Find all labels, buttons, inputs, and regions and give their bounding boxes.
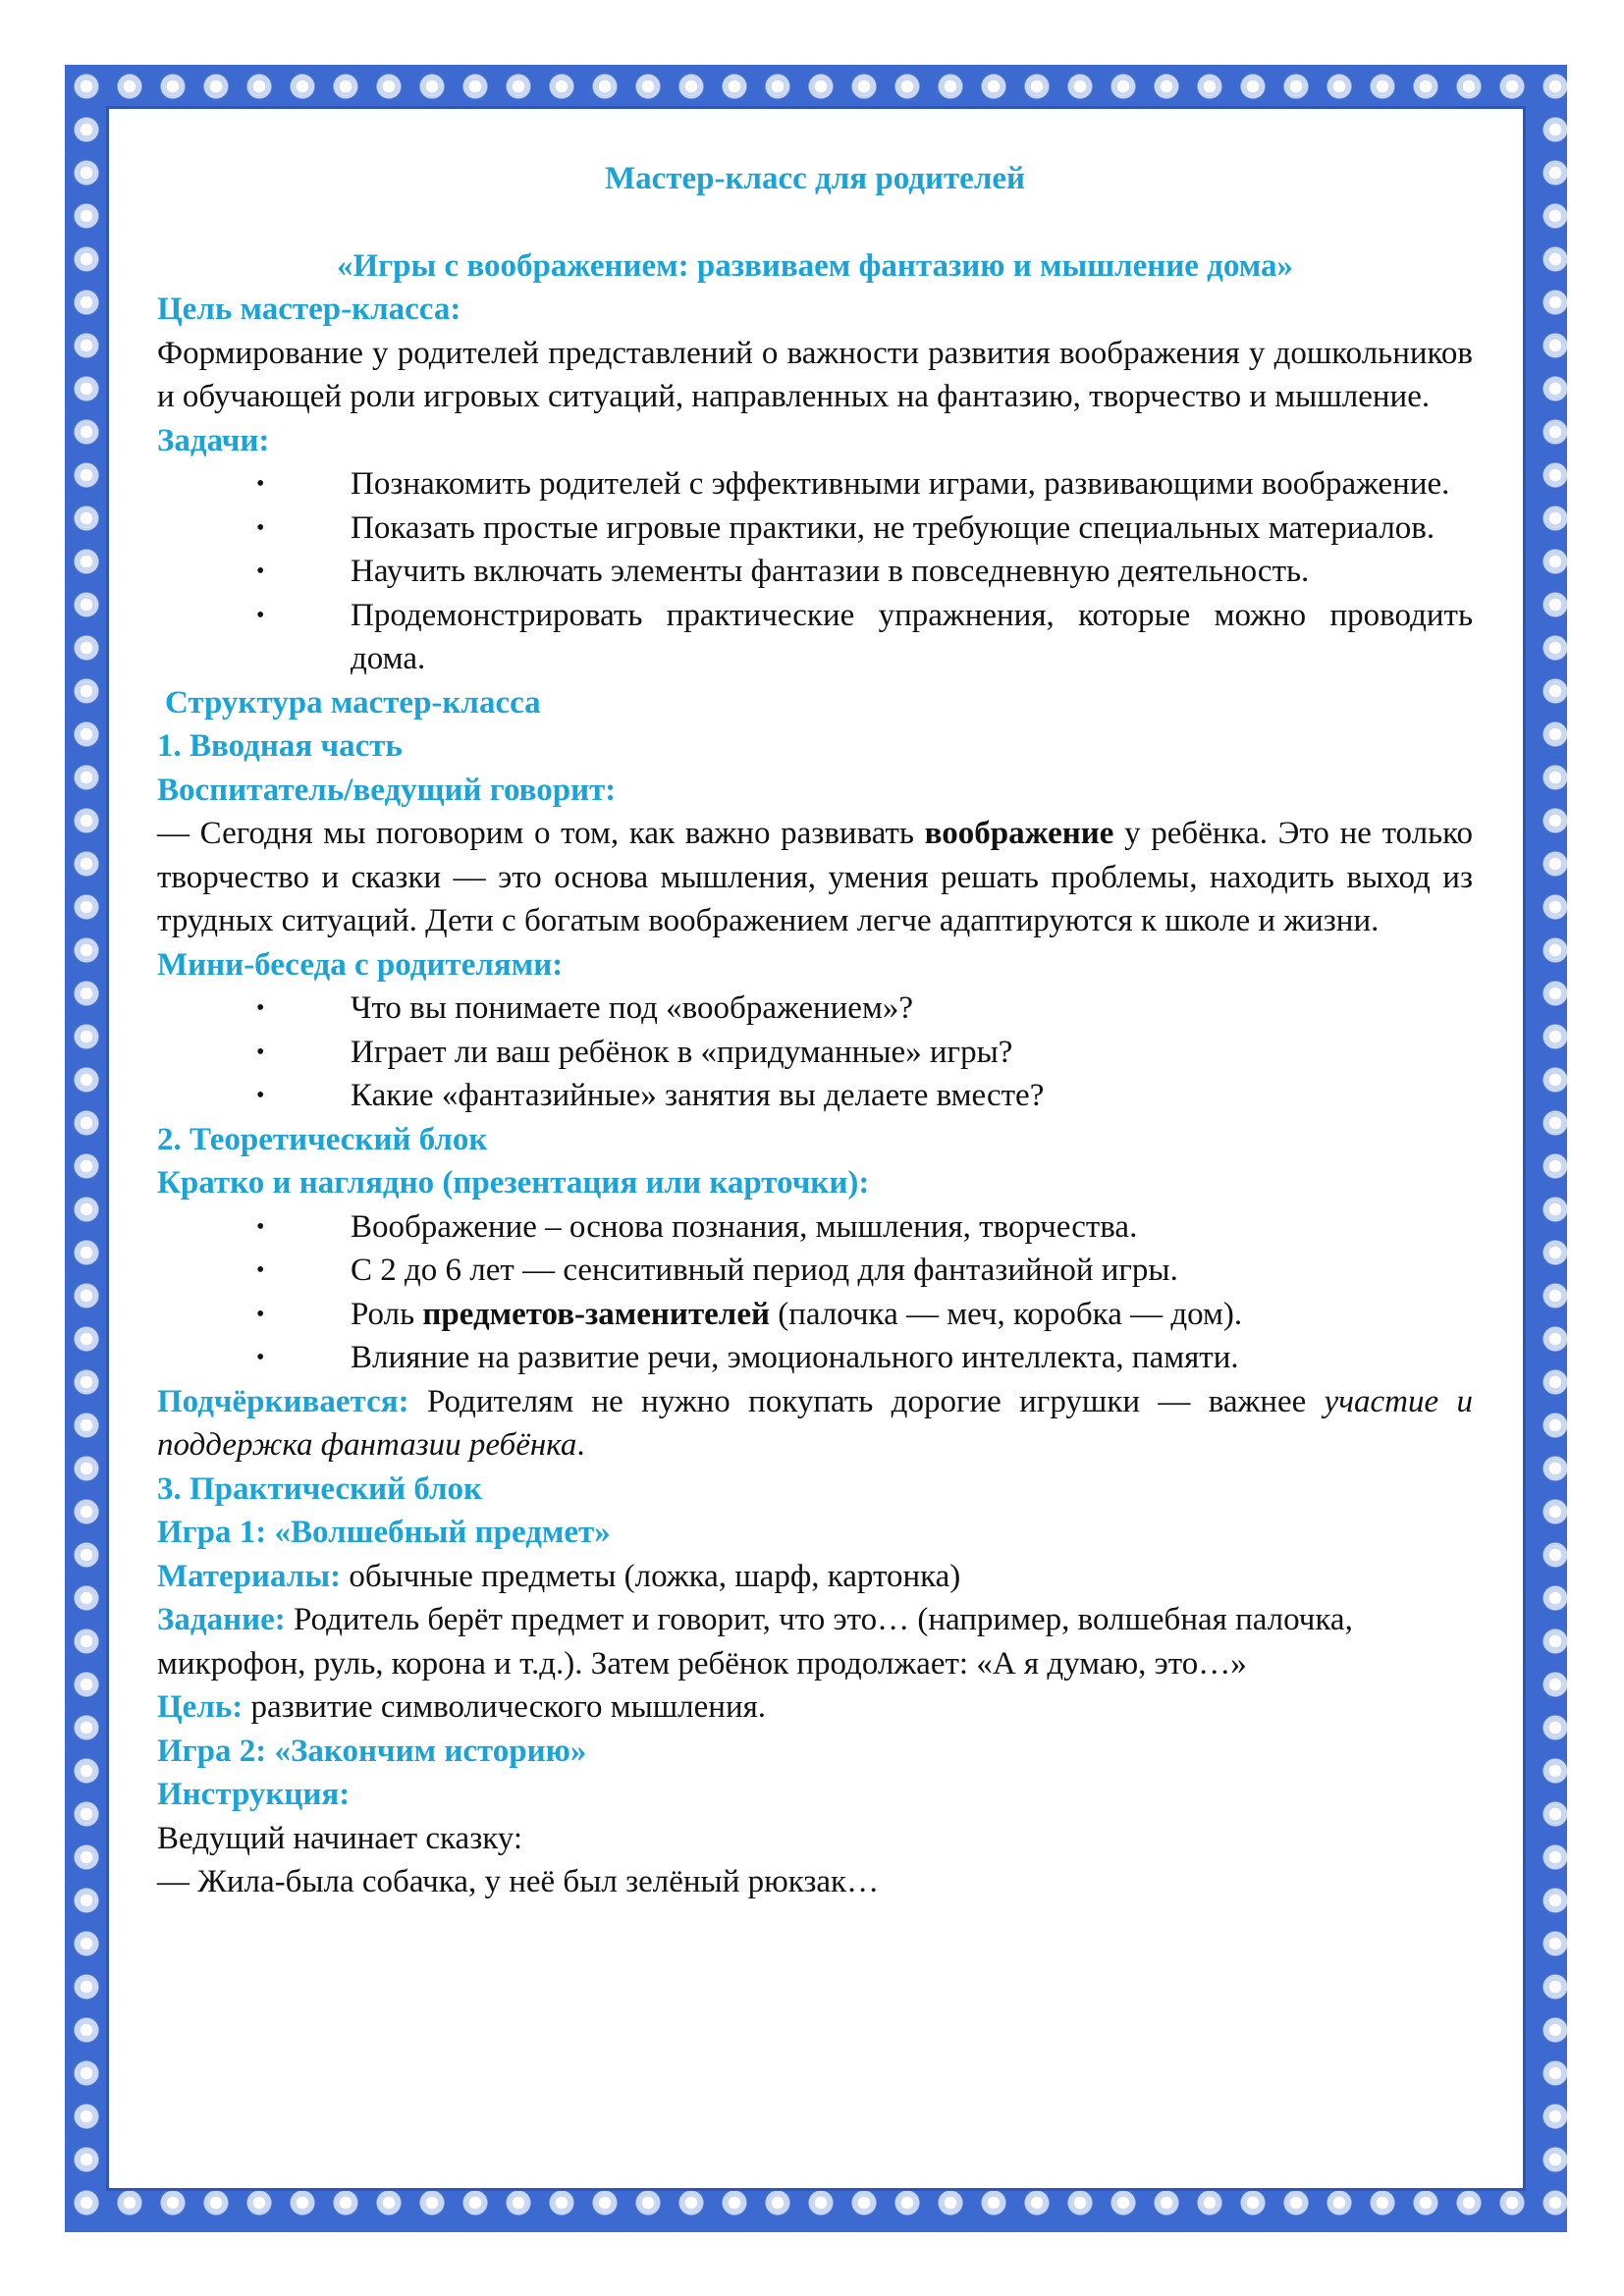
list-item: • Показать простые игровые практики, не требующие специальных материалов. [157,507,1473,551]
list-item: • Играет ли ваш ребёнок в «придуманные» игры? [157,1031,1473,1075]
list-item: • Воображение – основа познания, мышления, творчества. [157,1205,1473,1250]
page-title: Мастер-класс для родителей [604,161,1026,196]
speech-bold: воображение [924,816,1114,851]
game2-line2: — Жила-была собачка, у неё был зелёный рюкзак… [157,1864,880,1899]
speaker-heading: Воспитатель/ведущий говорит: [157,772,617,808]
list-item: • С 2 до 6 лет — сенситивный период для фантазийной игры. [157,1249,1473,1293]
list-item: • Что вы понимаете под «воображением»? [157,987,1473,1031]
game1-title: Игра 1: «Волшебный предмет» [157,1515,611,1550]
structure-heading: Структура мастер-класса [165,684,541,721]
game2-title: Игра 2: «Закончим историю» [157,1733,587,1769]
mini-heading: Мини-беседа с родителями: [157,946,564,983]
part2-heading: 2. Теоретический блок [157,1121,488,1157]
part3-heading: 3. Практический блок [157,1470,483,1507]
list-item: • Познакомить родителей с эффективными играми, развивающими воображение. [157,462,1473,507]
list-item: • Влияние на развитие речи, эмоционального интеллекта, памяти. [157,1336,1473,1380]
game1-goal: Цель: развитие символического мышления. [157,1689,767,1725]
game1-materials: Материалы: обычные предметы (ложка, шарф, картонка) [157,1558,961,1594]
tasks-heading: Задачи: [157,422,270,458]
goal-text: Формирование у родителей представлений о важности развития воображения у дошкольников и обучающей роли игровых ситуаций, направленных на фантазию, творчество и мышление. [157,335,1473,414]
game2-line1: Ведущий начинает сказку: [157,1820,523,1856]
emphasis-text: Подчёркивается: Родителям не нужно покупать дорогие игрушки — важнее участие и поддержка фантазии ребёнка. [157,1383,1473,1463]
game2-instr-heading: Инструкция: [157,1777,351,1812]
part2-sub: Кратко и наглядно (презентация или карточки): [157,1165,870,1201]
list-item: • Роль предметов-заменителей (палочка — меч, коробка — дом). [157,1293,1473,1337]
list-item: • Продемонстрировать практические упражнения, которые можно проводить дома. [157,594,1473,681]
list-item: • Научить включать элементы фантазии в повседневную деятельность. [157,550,1473,594]
speech-text: — Сегодня мы поговорим о том, как важно развивать воображение у ребёнка. Это не только творчество и сказки — это основа мышления, умения решать проблемы, находить выход из трудных ситуаций. Дети с богатым воображением легче адаптируются к школе и жизни. [157,816,1473,938]
questions-list [157,987,1473,1118]
document-body [157,157,1473,1904]
game1-task: Задание: Родитель берёт предмет и говорит, что это… (например, волшебная палочка, микрофон, руль, корона и т.д.). Затем ребёнок продолжает: «А я думаю, это…» [157,1602,1353,1682]
tasks-list [157,462,1473,681]
goal-heading: Цель мастер-класса: [157,292,461,327]
list-item: • Какие «фантазийные» занятия вы делаете вместе? [157,1074,1473,1118]
page-subtitle: «Игры с воображением: развиваем фантазию и мышление дома» [336,247,1293,284]
part1-heading: 1. Вводная часть [157,728,403,764]
theory-list [157,1205,1473,1380]
